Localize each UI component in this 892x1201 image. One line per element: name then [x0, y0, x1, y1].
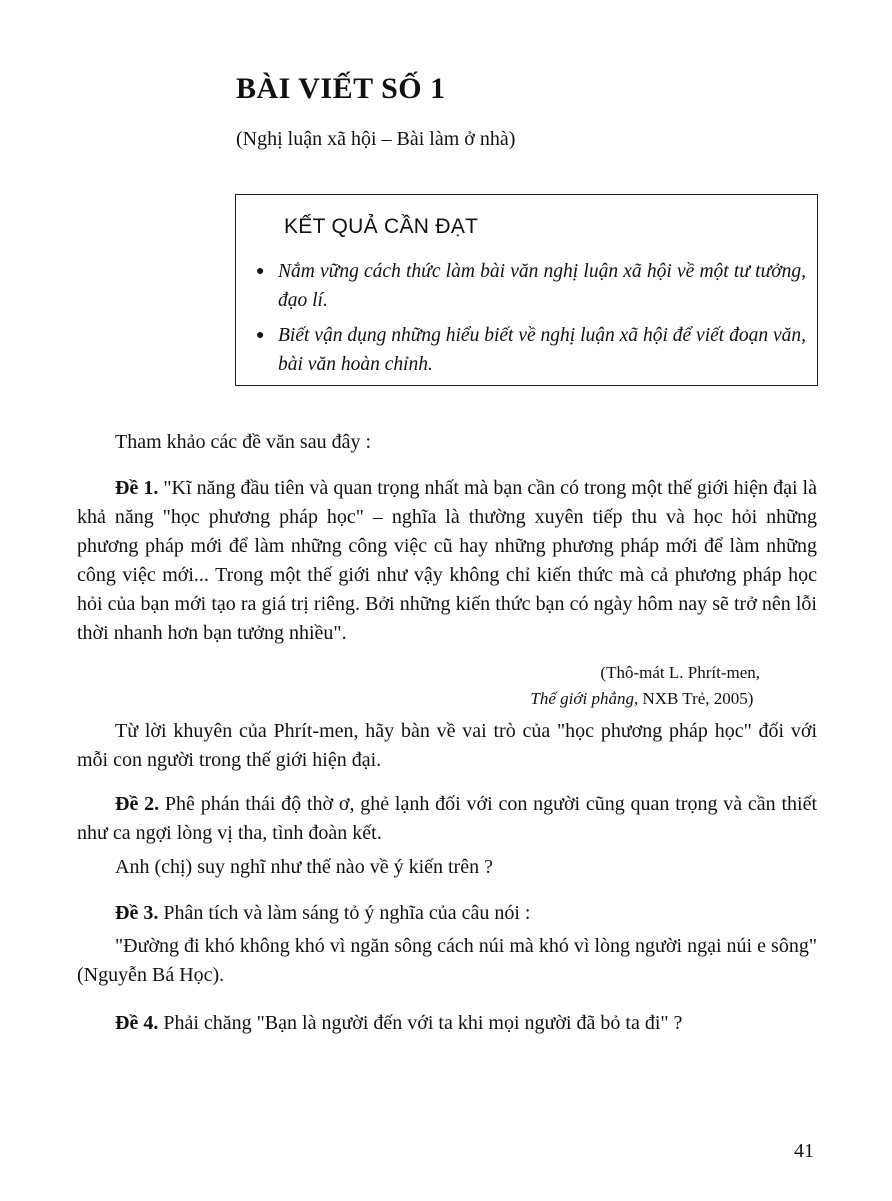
- results-heading: KẾT QUẢ CẦN ĐẠT: [284, 215, 479, 238]
- topic-1-text: "Kĩ năng đầu tiên và quan trọng nhất mà bạn cần có trong một thế giới hiện đại là khả năng "học phương pháp học" – nghĩa là thường xuyên tiếp thu và học hỏi những phương pháp mới để làm những công việc cũ hay những phương pháp mới để làm những công việc mới... Trong một thế giới như vậy không chỉ kiến thức mà cả phương pháp học hỏi của bạn mới tạo ra giá trị riêng. Bởi những kiến thức bạn có ngày hôm nay sẽ trở nên lỗi thời nhanh hơn bạn tưởng nhiều".: [77, 477, 817, 644]
- topic-3-label: Đề 3.: [115, 902, 159, 924]
- results-box: [235, 194, 818, 386]
- topic-4-label: Đề 4.: [115, 1012, 159, 1034]
- topic-2-text: Phê phán thái độ thờ ơ, ghẻ lạnh đối với con người cũng quan trọng và cần thiết như ca ngợi lòng vị tha, tình đoàn kết.: [77, 793, 817, 844]
- topic-3: [77, 899, 817, 928]
- topic-2-question: Anh (chị) suy nghĩ như thế nào về ý kiến trên ?: [115, 856, 493, 878]
- topic-1-citation: [530, 660, 760, 712]
- bullet-icon: ●: [256, 264, 265, 279]
- results-item: [256, 321, 806, 379]
- results-item-text: Biết vận dụng những hiểu biết về nghị luận xã hội để viết đoạn văn, bài văn hoàn chỉnh.: [278, 325, 806, 375]
- topic-1: [77, 474, 817, 648]
- citation-author: (Thô-mát L. Phrít-men,: [600, 663, 760, 682]
- topic-4-text: Phải chăng "Bạn là người đến với ta khi mọi người đã bỏ ta đi" ?: [158, 1012, 683, 1034]
- citation-publisher: , NXB Trẻ, 2005): [633, 689, 754, 708]
- topic-4: [77, 1009, 817, 1038]
- results-item-text: Nắm vững cách thức làm bài văn nghị luận xã hội về một tư tưởng, đạo lí.: [278, 261, 806, 311]
- results-item: [256, 257, 806, 315]
- topic-1-label: Đề 1.: [115, 477, 159, 499]
- page-title: BÀI VIẾT SỐ 1: [236, 72, 446, 105]
- topic-2: [77, 790, 817, 848]
- topic-2-label: Đề 2.: [115, 793, 160, 815]
- page-number: 41: [794, 1140, 814, 1162]
- topic-3-quote: "Đường đi khó không khó vì ngăn sông cách núi mà khó vì lòng người ngại núi e sông" (Nguyễn Bá Học).: [77, 935, 817, 986]
- page-subtitle: (Nghị luận xã hội – Bài làm ở nhà): [236, 128, 516, 150]
- bullet-icon: ●: [256, 328, 265, 343]
- citation-source: [530, 686, 760, 712]
- citation-book-title: Thế giới phẳng: [530, 689, 634, 708]
- topic-3-text: Phân tích và làm sáng tỏ ý nghĩa của câu nói :: [158, 902, 531, 924]
- intro-text: Tham khảo các đề văn sau đây :: [115, 431, 372, 453]
- topic-1-prompt: Từ lời khuyên của Phrít-men, hãy bàn về vai trò của "học phương pháp học" đối với mỗi con người trong thế giới hiện đại.: [77, 720, 817, 771]
